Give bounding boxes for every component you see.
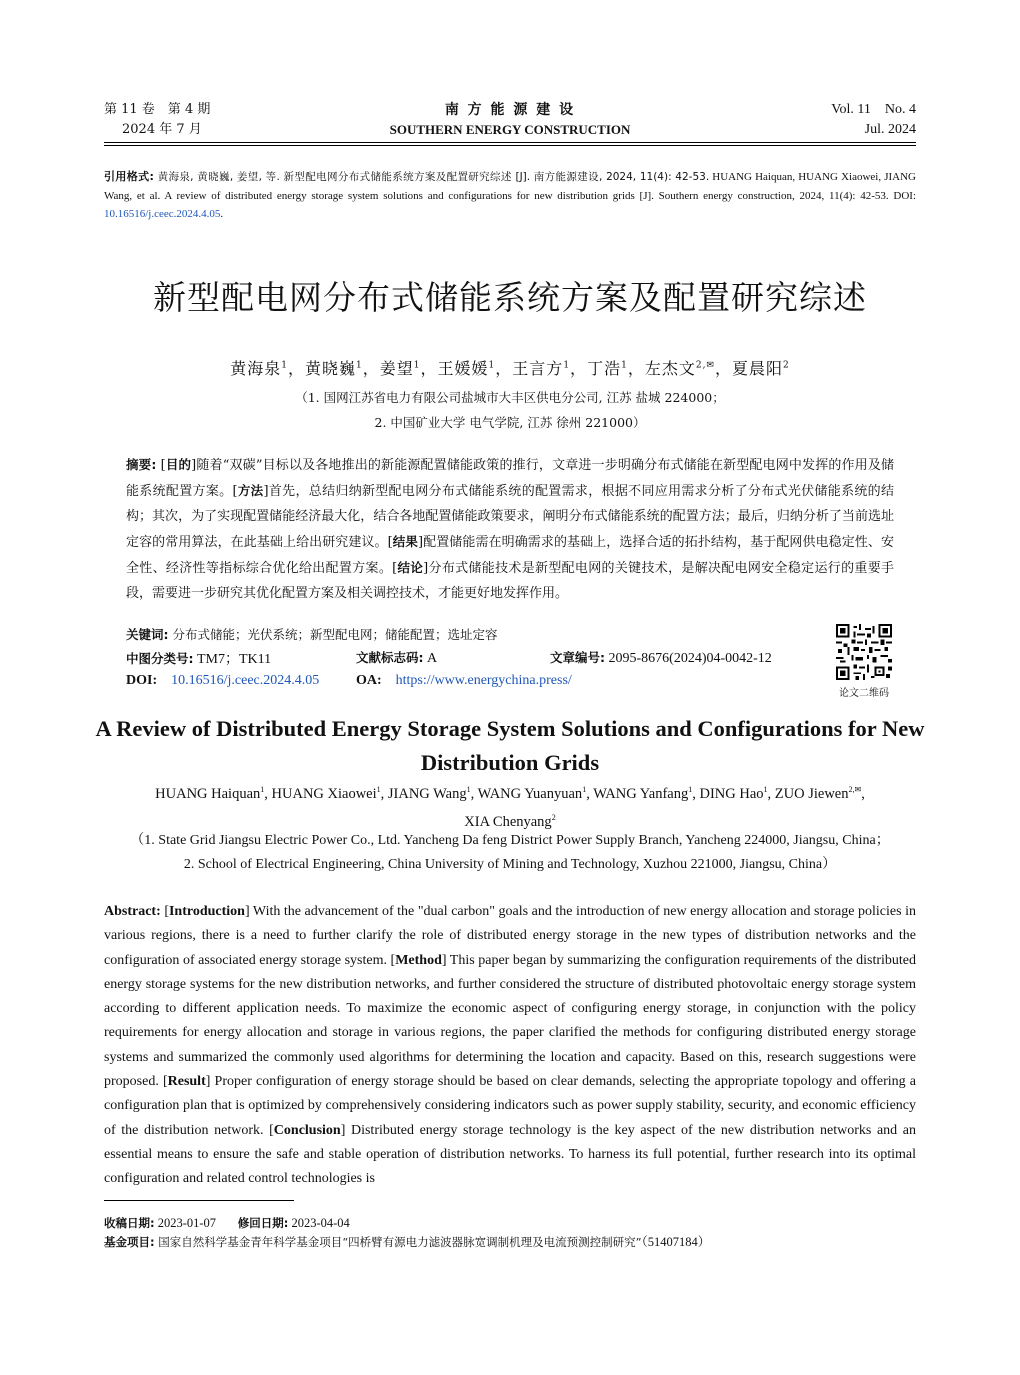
citation-cn: 黄海泉, 黄晓巍, 姜望, 等. 新型配电网分布式储能系统方案及配置研究综述 [J]. 南方能源建设, 2024, 11(4): 42-53. xyxy=(153,171,710,183)
volume-en: Vol. 11 No. 4 xyxy=(831,102,916,117)
doi-link[interactable]: 10.16516/j.ceec.2024.4.05 xyxy=(171,673,320,688)
abstract-cn-section-label: 目的 xyxy=(165,457,192,472)
received-date: 2023-01-07 xyxy=(154,1216,217,1230)
header-rule-top xyxy=(104,142,916,143)
clc-label: 中图分类号: xyxy=(126,651,194,666)
author-en-affil-mark: 1 xyxy=(466,785,471,794)
author-cn-name: 王言方 xyxy=(512,359,564,378)
oa-label: OA: xyxy=(356,673,382,688)
doc-code-label: 文献标志码: xyxy=(356,650,424,665)
title-cn: 新型配电网分布式储能系统方案及配置研究综述 xyxy=(153,278,867,317)
footnote-fund xyxy=(104,1232,916,1250)
qr-code-icon xyxy=(836,624,892,680)
received-label: 收稿日期: xyxy=(104,1216,155,1230)
article-no-text: 2095-8676(2024)04-0042-12 xyxy=(605,651,772,666)
abstract-cn-text: ]配置储能需在明确需求的基础上，选择合适的拓扑结构，基于配网供电稳定性、安全性、经济性等指标综合优化给出配置方案。[ xyxy=(126,535,894,576)
abstract-cn-body xyxy=(126,458,894,601)
affiliation-en-2: 2. School of Electrical Engineering, China University of Mining and Technology, Xuzhou 221000, Jiangsu, China） xyxy=(183,857,837,872)
author-cn-separator: ， xyxy=(714,359,732,378)
author-cn-name: 王媛媛 xyxy=(437,359,489,378)
author-en-affil-mark: 2 xyxy=(551,812,556,822)
author-cn-separator: ， xyxy=(570,359,588,378)
oa-link[interactable]: https://www.energychina.press/ xyxy=(395,673,572,688)
footnote-rule xyxy=(104,1200,294,1201)
running-header xyxy=(104,100,916,140)
author-en-separator: , xyxy=(861,785,865,802)
author-en-name: HUANG Haiquan xyxy=(155,785,261,802)
volume-cn: 第 11 卷 第 4 期 xyxy=(104,102,211,117)
author-en-name: ZUO Jiewen xyxy=(774,785,849,802)
title-en: A Review of Distributed Energy Storage System Solutions and Configurations for New Distribution Grids xyxy=(95,716,925,775)
author-en-affil-mark: 1 xyxy=(260,785,265,794)
author-cn-affil-mark: 1 xyxy=(281,360,288,371)
abstract-cn xyxy=(126,452,894,606)
abstract-cn-section-label: 结论 xyxy=(397,560,424,575)
abstract-cn-section-label: 方法 xyxy=(237,483,264,498)
author-en-separator: , xyxy=(264,785,272,802)
author-cn-affil-mark: 1 xyxy=(356,360,363,371)
author-cn-name: 黄海泉 xyxy=(230,359,282,378)
abstract-cn-section-label: 结果 xyxy=(392,534,418,549)
author-en-separator: , xyxy=(692,785,700,802)
abstract-en-section-label: Method xyxy=(395,952,442,968)
author-en-affil-mark: 1 xyxy=(688,785,693,794)
date-cn: 2024 年 7 月 xyxy=(122,122,202,137)
author-cn-separator: ， xyxy=(627,359,645,378)
oa-line xyxy=(356,672,572,689)
header-rule-bottom xyxy=(104,145,916,146)
authors-en xyxy=(80,778,940,834)
citation-label: 引用格式: xyxy=(104,170,154,183)
abstract-en-label: Abstract: xyxy=(104,904,161,919)
author-cn-name: 丁浩 xyxy=(587,359,622,378)
doi-line xyxy=(126,672,319,689)
citation-end: . xyxy=(220,208,224,220)
fund-text: 国家自然科学基金青年科学基金项目“四桥臂有源电力滤波器脉宽调制机理及电流预测控制研究” xyxy=(154,1235,642,1249)
abstract-en-text: [ xyxy=(160,904,169,919)
abstract-en-text: ] Proper configuration of energy storage should be based on clear demands, selecting the appropriate topology and offering a configuration plan that is optimized by comprehensively considering indicators such as power supply stability, security, and economic efficiency of the distribution network. [ xyxy=(104,1074,916,1138)
abstract-cn-text: ]随着“双碳”目标以及各地推出的新能源配置储能政策的推行，文章进一步明确分布式储能在新型配电网中发挥的作用及储能系统配置方案。[ xyxy=(126,458,894,499)
header-center xyxy=(104,100,916,140)
author-en-name: WANG Yuanyuan xyxy=(477,785,583,802)
author-cn-name: 左杰文 xyxy=(644,359,696,378)
doc-code-text: A xyxy=(423,651,438,666)
abstract-en-text: ] With the advancement of the "dual carbon" goals and the introduction of new energy allocation and storage policies in various regions, there is a need to further clarify the role of distributed energy storage in the new types of distribution networks and the configuration of associated energy storage system. [ xyxy=(104,904,916,968)
clc xyxy=(126,648,271,668)
keywords-label: 关键词: xyxy=(126,627,169,642)
keywords xyxy=(126,625,497,643)
header-right xyxy=(831,100,916,140)
citation-block xyxy=(104,168,916,224)
abstract-en-body xyxy=(104,904,916,1186)
citation-doi-link[interactable]: 10.16516/j.ceec.2024.4.05 xyxy=(104,208,221,220)
author-en-separator: , xyxy=(470,785,478,802)
author-en-name: DING Hao xyxy=(699,785,764,802)
fund-label: 基金项目: xyxy=(104,1235,155,1249)
author-cn-separator: ， xyxy=(362,359,380,378)
citation-en: HUANG Haiquan, HUANG Xiaowei, JIANG Wang, et al. A review of distributed energy storage system solutions and configurations for new distribution grids [J]. Southern energy construction, 2024, 11(4): 42-53. DOI: xyxy=(104,171,916,202)
author-cn-name: 姜望 xyxy=(379,359,414,378)
qr-caption: 论文二维码 xyxy=(839,688,889,699)
fund-number: （51407184） xyxy=(641,1235,711,1249)
abstract-en-text: ] Distributed energy storage technology is the key aspect of the new distribution networks and an essential means to ensure the safe and stable operation of distribution networks. To harness its full potential, further research into its optimal configuration and related control technologies is xyxy=(104,1122,916,1187)
author-cn-affil-mark: 1 xyxy=(413,360,421,371)
author-en-name: HUANG Xiaowei xyxy=(271,785,377,802)
author-en-separator: , xyxy=(767,785,775,802)
doc-code xyxy=(356,648,437,667)
affiliation-cn-1: （1. 国网江苏省电力有限公司盐城市大丰区供电分公司, 江苏 盐城 224000； xyxy=(295,390,725,405)
keywords-text: 分布式储能；光伏系统；新型配电网；储能配置；选址定容 xyxy=(168,627,498,642)
author-cn-affil-mark: 1 xyxy=(563,360,571,371)
clc-text: TM7；TK11 xyxy=(193,652,272,667)
affiliation-en-1: （1. State Grid Jiangsu Electric Power Co., Ltd. Yancheng Da feng District Power Supply Branch, Yancheng 224000, Jiangsu, China； xyxy=(130,833,890,848)
article-no-label: 文章编号: xyxy=(550,650,605,665)
abstract-en xyxy=(104,900,916,1192)
author-en-separator: , xyxy=(586,785,594,802)
author-cn-affil-mark: 2 xyxy=(783,360,790,371)
abstract-en-text: ] This paper began by summarizing the configuration requirements of the distributed energy storage systems for the new distribution networks, and further considered the structure of distributed photovoltaic energy storage system according to different application needs. To maximize the economic aspect of configuring energy storage, in conjunction with the policy requirements for energy allocation and storage in various regions, the paper clarified the methods for configuring distributed energy storage systems and summarized the commonly used algorithms for determining the location and capacity. Based on this, research suggestions were proposed. [ xyxy=(104,952,916,1090)
journal-name-cn: 南 方 能 源 建 设 xyxy=(444,102,576,118)
abstract-cn-text: ]首先，总结归纳新型配电网分布式储能系统的配置需求，根据不同应用需求分析了分布式光伏储能系统的结构；其次，为了实现配置储能经济最大化，结合各地配置储能政策要求，阐明分布式储能系统的配置方法；最后，归纳分析了当前选址定容的常用算法，在此基础上给出研究建议。[ xyxy=(126,484,894,550)
author-cn-name: 黄晓巍 xyxy=(305,359,357,378)
abstract-en-section-label: Introduction xyxy=(168,904,245,919)
author-cn-separator: ， xyxy=(495,359,513,378)
author-cn-separator: ， xyxy=(287,359,305,378)
author-en-affil-mark: 1 xyxy=(763,785,768,794)
revised-date: 2023-04-04 xyxy=(288,1216,350,1230)
date-en: Jul. 2024 xyxy=(864,122,916,137)
author-cn-separator: ， xyxy=(420,359,438,378)
author-en-name: XIA Chenyang xyxy=(464,813,552,830)
abstract-cn-text: ]分布式储能技术是新型配电网的关键技术，是解决配电网安全稳定运行的重要手段，需要进一步研究其优化配置方案及相关调控技术，才能更好地发挥作用。 xyxy=(126,561,895,601)
journal-name-en: SOUTHERN ENERGY CONSTRUCTION xyxy=(389,122,631,137)
abstract-en-section-label: Result xyxy=(167,1074,206,1090)
footnote-dates xyxy=(104,1215,916,1231)
doi-label: DOI: xyxy=(126,673,158,688)
author-cn-affil-mark: 2,✉ xyxy=(695,360,715,371)
abstract-en-section-label: Conclusion xyxy=(273,1122,341,1138)
abstract-cn-label: 摘要: xyxy=(126,457,157,472)
revised-label: 修回日期: xyxy=(237,1216,289,1230)
author-cn-affil-mark: 1 xyxy=(488,360,496,371)
authors-cn xyxy=(0,356,1020,379)
author-cn-name: 夏晨阳 xyxy=(732,359,784,378)
author-cn-affil-mark: 1 xyxy=(621,360,628,371)
article-no xyxy=(550,648,772,667)
author-en-name: JIANG Wang xyxy=(387,785,467,802)
author-en-affil-mark: 1 xyxy=(376,785,381,794)
author-en-affil-mark: 1 xyxy=(582,785,587,794)
author-en-separator: , xyxy=(380,785,388,802)
author-en-affil-mark: 2,✉ xyxy=(848,785,862,794)
affiliation-cn-2: 2. 中国矿业大学 电气学院, 江苏 徐州 221000） xyxy=(374,415,646,430)
author-en-name: WANG Yanfang xyxy=(593,785,689,802)
abstract-cn-text: [ xyxy=(156,458,166,473)
